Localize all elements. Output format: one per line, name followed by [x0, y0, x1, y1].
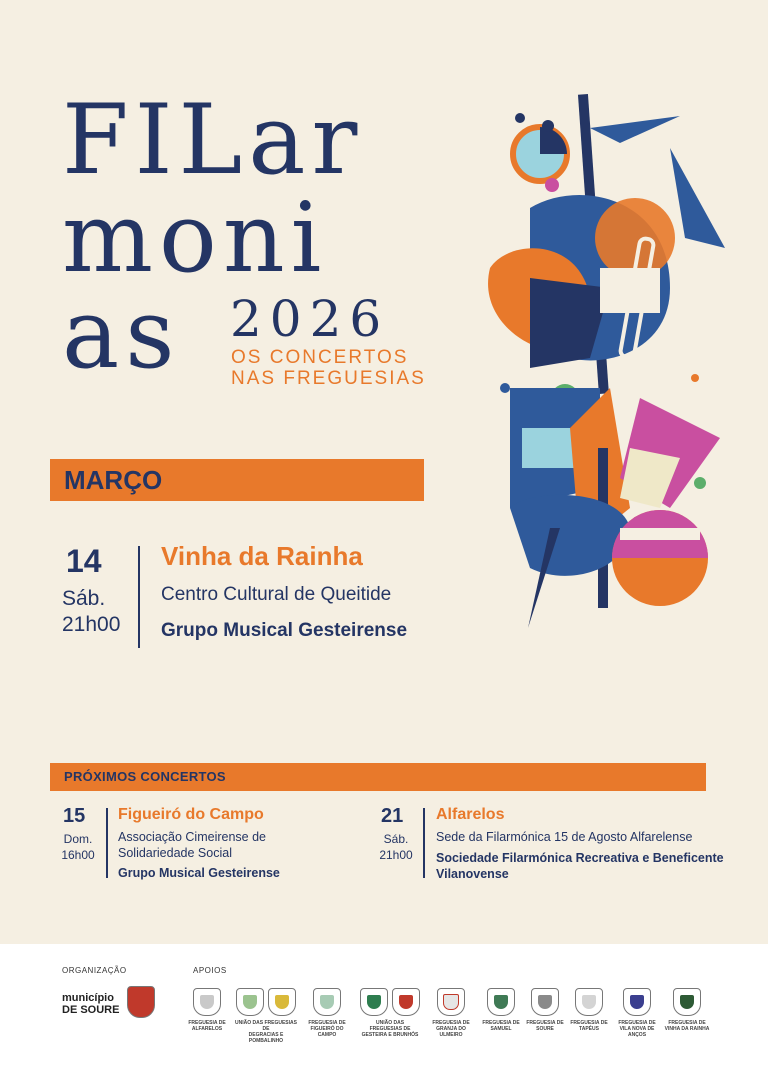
logo-soure [526, 988, 564, 1032]
featured-weekday: Sáb. [62, 587, 106, 610]
next-1-group: Grupo Musical Gesteirense [118, 866, 280, 880]
featured-time: 21h00 [62, 613, 121, 636]
next-1-weekday: Dom. [63, 832, 93, 846]
subtitle-line-2: NAS FREGUESIAS [231, 368, 426, 389]
music-instruments-illustration [470, 88, 740, 638]
illus-cream-strip [620, 528, 700, 540]
illus-teal-rect [522, 428, 577, 468]
logo-caption-1: UNIÃO DAS FREGUESIAS DE [235, 1020, 297, 1032]
logo-caption-1: UNIÃO DAS FREGUESIAS DE [369, 1020, 411, 1032]
municipio-soure-logo [62, 992, 119, 1016]
logo-samuel [482, 988, 520, 1032]
coat-of-arms-icon [575, 988, 603, 1016]
next-2-time: 21h00 [379, 848, 413, 862]
coat-of-arms-icon [623, 988, 651, 1016]
support-label: APOIOS [193, 966, 227, 975]
coat-of-arms-icon [531, 988, 559, 1016]
title-year: 2026 [230, 290, 390, 348]
next-2-group-line-1: Sociedade Filarmónica Recreativa e Beneficente [436, 851, 724, 865]
logo-gesteira-brunhos [360, 988, 420, 1038]
next-2-group-line-2: Vilanovense [436, 867, 509, 881]
illus-dot-4 [694, 477, 706, 489]
logo-caption-2: ALFARELOS [191, 1026, 223, 1032]
next-concert-2-info [436, 807, 736, 882]
illus-trombone-bell [670, 148, 725, 248]
coat-of-arms-icon [268, 988, 296, 1016]
logo-vinha-da-rainha [664, 988, 710, 1032]
logo-caption-1: FREGUESIA DE [668, 1020, 706, 1026]
featured-group: Grupo Musical Gesteirense [161, 620, 408, 641]
municipio-logo-line-2: DE SOURE [62, 1004, 120, 1016]
logo-caption-1: FREGUESIA DE [188, 1020, 226, 1026]
illus-dot-pink [545, 178, 559, 192]
next-2-divider [423, 808, 425, 878]
next-concerts-banner [50, 763, 706, 791]
featured-date [62, 543, 132, 638]
soure-coat-of-arms-icon [127, 986, 155, 1018]
illus-dot-3 [500, 383, 510, 393]
illus-paper-block [600, 268, 660, 313]
logo-caption-2: FIGUEIRÓ DO CAMPO [310, 1026, 344, 1038]
next-2-day: 21 [381, 805, 404, 827]
logo-caption-2: SOURE [536, 1026, 554, 1032]
featured-info [161, 541, 407, 642]
illus-dot-5 [691, 374, 699, 382]
next-concert-2-date [376, 805, 416, 863]
illus-dot-2 [515, 113, 525, 123]
coat-of-arms-icon [392, 988, 420, 1016]
illus-wedge [540, 127, 567, 154]
coat-of-arms-icon [487, 988, 515, 1016]
featured-day: 14 [66, 543, 102, 579]
month-banner [50, 459, 424, 501]
next-1-venue-line-1: Associação Cimeirense de [118, 830, 266, 844]
coat-of-arms-icon [313, 988, 341, 1016]
next-concert-1-info [118, 807, 368, 881]
logo-figueiro-do-campo [304, 988, 350, 1038]
logo-alfarelos [188, 988, 226, 1032]
coat-of-arms-icon [437, 988, 465, 1016]
logo-caption-1: FREGUESIA DE [482, 1020, 520, 1026]
logo-caption-2: TAPÉUS [579, 1026, 599, 1032]
next-concerts-label: PRÓXIMOS CONCERTOS [64, 769, 226, 784]
next-1-day: 15 [63, 805, 86, 827]
next-concert-1-date [58, 805, 98, 863]
featured-divider [138, 546, 140, 648]
coat-of-arms-icon [673, 988, 701, 1016]
coat-of-arms-icon [360, 988, 388, 1016]
logo-caption-2: SAMUEL [490, 1026, 512, 1032]
logo-caption-1: FREGUESIA DE [308, 1020, 346, 1026]
next-1-place: Figueiró do Campo [118, 806, 264, 823]
logo-caption-2: VINHA DA RAINHA [664, 1026, 710, 1032]
next-2-venue: Sede da Filarmónica 15 de Agosto Alfarelense [436, 830, 693, 844]
logo-caption-1: FREGUESIA DE [570, 1020, 608, 1026]
illus-bass-body [510, 495, 630, 576]
logo-caption-2: VILA NOVA DE ANÇOS [619, 1026, 655, 1038]
next-2-weekday: Sáb. [383, 832, 409, 846]
illus-flag [590, 116, 680, 143]
subtitle-line-1: OS CONCERTOS [231, 347, 409, 368]
logo-caption-1: FREGUESIA DE [432, 1020, 470, 1026]
next-1-time: 16h00 [61, 848, 95, 862]
title-line-3: as [62, 278, 181, 390]
featured-venue: Centro Cultural de Queitide [161, 584, 392, 605]
logo-granja-do-ulmeiro [428, 988, 474, 1038]
logo-vila-nova-de-ancos [614, 988, 660, 1038]
month-label: MARÇO [64, 465, 163, 495]
logo-caption-2: DEGRACIAS E POMBALINHO [248, 1032, 284, 1044]
organization-label: ORGANIZAÇÃO [62, 966, 127, 975]
next-1-divider [106, 808, 108, 878]
next-2-place: Alfarelos [436, 806, 505, 823]
logo-caption-2: GRANJA DO ULMEIRO [436, 1026, 466, 1038]
logo-caption-1: FREGUESIA DE [618, 1020, 656, 1026]
logo-tapeus [570, 988, 608, 1032]
title-line-2: moni [62, 182, 328, 294]
featured-place: Vinha da Rainha [161, 541, 363, 571]
municipio-logo-line-1: município [62, 992, 114, 1004]
logo-degracias-pombalinho [234, 988, 298, 1044]
title-line-1: FILar [62, 84, 364, 196]
logo-caption-2: GESTEIRA E BRUNHÓS [361, 1032, 419, 1038]
coat-of-arms-icon [236, 988, 264, 1016]
illus-dot-1 [542, 120, 554, 132]
coat-of-arms-icon [193, 988, 221, 1016]
logo-caption-1: FREGUESIA DE [526, 1020, 564, 1026]
next-1-venue-line-2: Solidariedade Social [118, 846, 232, 860]
